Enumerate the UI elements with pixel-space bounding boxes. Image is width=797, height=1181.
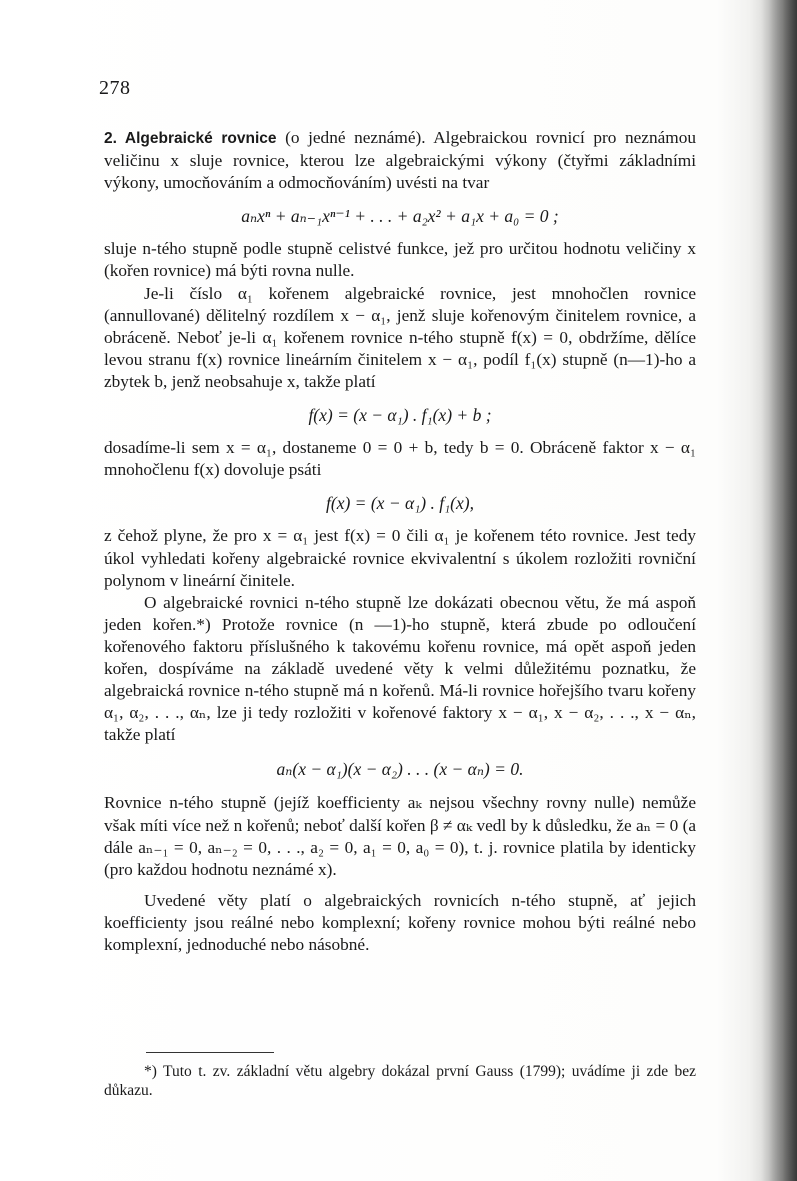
equation-general-form: aₙxⁿ + aₙ₋₁xⁿ⁻¹ + . . . + a₂x² + a₁x + a₀ = 0 ; (241, 206, 559, 227)
equation-full-factorization: aₙ(x − α₁)(x − α₂) . . . (x − αₙ) = 0. (276, 759, 524, 780)
paragraph-5: O algebraické rovnici n-tého stupně lze dokázati obecnou větu, že má aspoň jeden kořen.*) Protože rovnice (n —1)-ho stupně, která zbude po odloučení kořenového faktoru příslušného k takovému kořenu rovnice, má opět aspoň jeden kořen, dospíváme na základě uvedené věty k velmi důležitému poznatku, že algebraická rovnice n-tého stupně má n kořenů. Má-li rovnice hořejšího tvaru kořeny α₁, α₂, . . ., αₙ, lze ji tedy rozložiti v kořenové faktory x − α₁, x − α₂, . . ., x − αₙ, takže platí (104, 592, 696, 745)
paragraph-4: z čehož plyne, že pro x = α₁ jest f(x) = 0 čili α₁ je kořenem této rovnice. Jest tedy úkol vyhledati kořeny algebraické rovnice ekvivalentní s úkolem rozložiti rovniční polynom v lineární činitele. (104, 526, 696, 590)
equation-division: f(x) = (x − α₁) . f₁(x) + b ; (308, 405, 492, 426)
page-number: 278 (99, 77, 131, 99)
section-intro-text: (o jedné neznámé). Algebraickou rovnicí pro neznámou veličinu x sluje rovnice, kterou lze algebraickými výkony (čtyřmi základními výkony, umocňováním a odmocňováním) uvésti na tvar (104, 128, 697, 193)
paragraph-2: Je-li číslo α₁ kořenem algebraické rovnice, jest mnohočlen rovnice (annullované) dělitelný rozdílem x − α₁, jenž sluje kořenovým činitelem rovnice, a obráceně. Neboť je-li α₁ kořenem rovnice n-tého stupně f(x) = 0, obdržíme, dělíce levou stranu f(x) rovnice lineárním činitelem x − α₁, podíl f₁(x) stupně (n—1)-ho a zbytek b, jenž neobsahuje x, takže platí (104, 283, 696, 391)
paragraph-7: Uvedené věty platí o algebraických rovnicích n-tého stupně, ať jejich koefficienty jsou reálné nebo komplexní; kořeny rovnice mohou býti reálné nebo komplexní, jednoduché nebo násobné. (104, 890, 696, 954)
paragraph-1: sluje n-tého stupně podle stupně celistvé funkce, jež pro určitou hodnotu veličiny x (kořen rovnice) má býti rovna nulle. (104, 239, 696, 281)
page-edge-shadow (761, 0, 797, 1181)
footnote: *) Tuto t. zv. základní větu algebry dokázal první Gauss (1799); uvádíme ji zde bez důkazu. (104, 1063, 696, 1099)
equation-factorization: f(x) = (x − α₁) . f₁(x), (326, 493, 474, 514)
section-heading: 2. Algebraické rovnice (104, 130, 277, 147)
main-text (104, 127, 696, 956)
paragraph-3: dosadíme-li sem x = α₁, dostaneme 0 = 0 + b, tedy b = 0. Obráceně faktor x − α₁ mnohočlenu f(x) dovoluje psáti (104, 438, 696, 480)
footnote-divider (146, 1052, 274, 1053)
paragraph-6: Rovnice n-tého stupně (jejíž koefficienty aₖ nejsou všechny rovny nulle) nemůže však míti více než n kořenů; neboť další kořen β ≠ αₖ vedl by k důsledku, že aₙ = 0 (a dále aₙ₋₁ = 0, aₙ₋₂ = 0, . . ., a₂ = 0, a₁ = 0, a₀ = 0), t. j. rovnice platila by identicky (pro každou hodnotu neznámé x). (104, 793, 696, 879)
section-intro-paragraph (104, 127, 696, 194)
